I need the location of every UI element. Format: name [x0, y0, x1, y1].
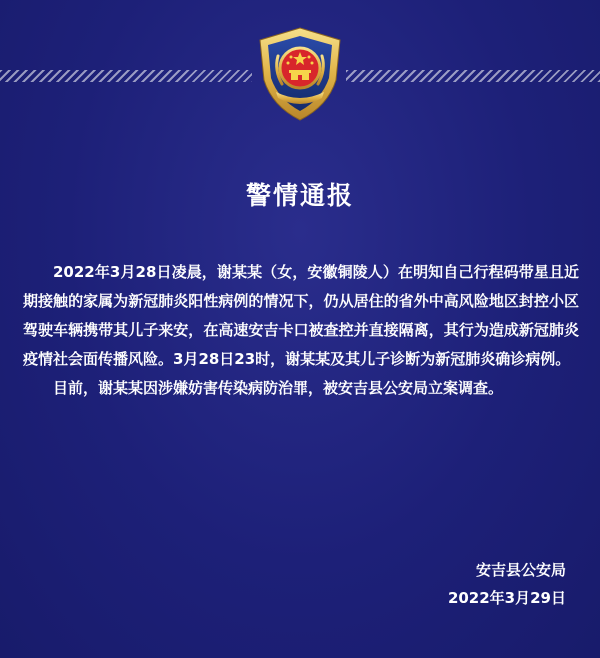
notice-title: 警情通报 — [245, 181, 354, 210]
issue-date: 2022年3月29日 — [447, 589, 566, 607]
issuer-name: 安吉县公安局 — [475, 561, 566, 579]
decorative-stripe-right — [346, 70, 600, 82]
paragraph-status: 目前，谢某某因涉嫌妨害传染病防治罪，被安吉县公安局立案调查。 — [53, 379, 504, 397]
paragraph-incident: 2022年3月28日凌晨，谢某某（女，安徽铜陵人）在明知自己行程码带星且近期接触的家属为新冠肺炎阳性病例的情况下，仍从居住的省外中高风险地区封控小区驾驶车辆携带其儿子来安，在高速安吉卡口被查控并直接隔离，其行为造成新冠肺炎疫情社会面传播风险。3月28日23时，谢某某及其儿子诊断为新冠肺炎确诊病例。 — [23, 263, 579, 368]
police-emblem-icon — [256, 26, 344, 122]
decorative-stripe-left — [0, 70, 252, 82]
notice-body — [23, 258, 579, 403]
signature-block — [448, 556, 566, 612]
